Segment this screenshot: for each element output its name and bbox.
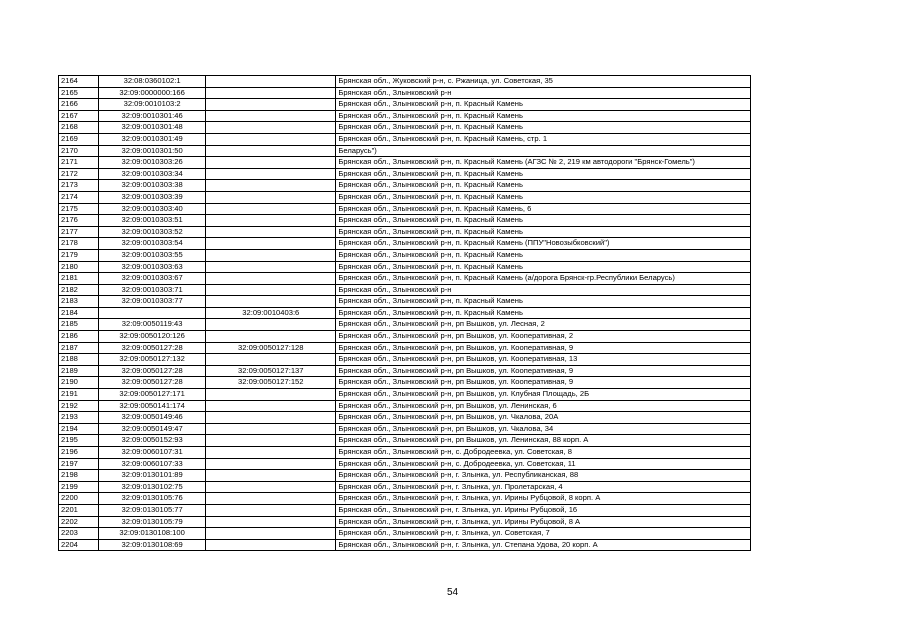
address-cell: Брянская обл., Злынковский р-н, рп Вышков, ул. Чкалова, 34 [336, 423, 751, 435]
linked-cadastral-number-cell [206, 261, 336, 273]
row-number-cell: 2199 [59, 481, 99, 493]
cadastral-number-cell: 32:09:0010303:38 [99, 180, 206, 192]
linked-cadastral-number-cell [206, 249, 336, 261]
linked-cadastral-number-cell [206, 435, 336, 447]
address-cell: Брянская обл., Злынковский р-н, рп Вышков, ул. Кооперативная, 9 [336, 377, 751, 389]
linked-cadastral-number-cell [206, 87, 336, 99]
table-row [59, 539, 751, 551]
address-cell: Брянская обл., Злынковский р-н, г. Злынка, ул. Ирины Рубцовой, 16 [336, 504, 751, 516]
cadastral-number-cell: 32:09:0050120:126 [99, 331, 206, 343]
row-number-cell: 2189 [59, 365, 99, 377]
table-row [59, 307, 751, 319]
address-cell: Брянская обл., Злынковский р-н, г. Злынка, ул. Степана Удова, 20 корп. А [336, 539, 751, 551]
cadastral-number-cell: 32:09:0010303:34 [99, 168, 206, 180]
linked-cadastral-number-cell [206, 284, 336, 296]
table-row [59, 122, 751, 134]
cadastral-number-cell: 32:09:0010303:54 [99, 238, 206, 250]
table-row [59, 435, 751, 447]
linked-cadastral-number-cell [206, 528, 336, 540]
row-number-cell: 2188 [59, 354, 99, 366]
row-number-cell: 2165 [59, 87, 99, 99]
row-number-cell: 2178 [59, 238, 99, 250]
cadastral-number-cell: 32:09:0000000:166 [99, 87, 206, 99]
cadastral-number-cell: 32:09:0050119:43 [99, 319, 206, 331]
linked-cadastral-number-cell [206, 354, 336, 366]
address-cell: Брянская обл., Злынковский р-н, п. Красный Камень [336, 99, 751, 111]
linked-cadastral-number-cell [206, 400, 336, 412]
address-cell: Брянская обл., Злынковский р-н, с. Добродеевка, ул. Советская, 11 [336, 458, 751, 470]
row-number-cell: 2166 [59, 99, 99, 111]
row-number-cell: 2194 [59, 423, 99, 435]
table-row [59, 377, 751, 389]
table-row [59, 458, 751, 470]
linked-cadastral-number-cell [206, 122, 336, 134]
linked-cadastral-number-cell [206, 481, 336, 493]
row-number-cell: 2204 [59, 539, 99, 551]
table-row [59, 145, 751, 157]
address-cell: Брянская обл., Жуковский р-н, с. Ржаница, ул. Советская, 35 [336, 76, 751, 88]
row-number-cell: 2180 [59, 261, 99, 273]
table-row [59, 133, 751, 145]
table-row [59, 447, 751, 459]
table-row [59, 249, 751, 261]
table-body [59, 76, 751, 551]
address-cell: Брянская обл., Злынковский р-н, рп Вышков, ул. Кооперативная, 13 [336, 354, 751, 366]
cadastral-number-cell: 32:09:0010303:77 [99, 296, 206, 308]
row-number-cell: 2184 [59, 307, 99, 319]
cadastral-number-cell: 32:09:0010303:67 [99, 273, 206, 285]
cadastral-number-cell: 32:09:0010301:48 [99, 122, 206, 134]
row-number-cell: 2174 [59, 191, 99, 203]
row-number-cell: 2167 [59, 110, 99, 122]
cadastral-number-cell: 32:09:0010301:50 [99, 145, 206, 157]
cadastral-number-cell: 32:09:0130108:69 [99, 539, 206, 551]
row-number-cell: 2181 [59, 273, 99, 285]
linked-cadastral-number-cell [206, 76, 336, 88]
linked-cadastral-number-cell [206, 238, 336, 250]
linked-cadastral-number-cell: 32:09:0010403:6 [206, 307, 336, 319]
table-row [59, 516, 751, 528]
address-cell: Брянская обл., Злынковский р-н, п. Красный Камень [336, 226, 751, 238]
address-cell: Брянская обл., Злынковский р-н, г. Злынка, ул. Ирины Рубцовой, 8 А [336, 516, 751, 528]
address-cell: Брянская обл., Злынковский р-н, п. Красный Камень [336, 249, 751, 261]
linked-cadastral-number-cell: 32:09:0050127:137 [206, 365, 336, 377]
linked-cadastral-number-cell [206, 145, 336, 157]
row-number-cell: 2201 [59, 504, 99, 516]
row-number-cell: 2202 [59, 516, 99, 528]
linked-cadastral-number-cell [206, 191, 336, 203]
address-cell: Брянская обл., Злынковский р-н [336, 284, 751, 296]
cadastral-number-cell [99, 307, 206, 319]
cadastral-number-cell: 32:09:0130108:100 [99, 528, 206, 540]
address-cell: Брянская обл., Злынковский р-н, рп Вышков, ул. Кооперативная, 9 [336, 342, 751, 354]
address-cell: Брянская обл., Злынковский р-н, п. Красный Камень [336, 307, 751, 319]
address-cell: Брянская обл., Злынковский р-н, рп Вышков, ул. Кооперативная, 9 [336, 365, 751, 377]
table-row [59, 157, 751, 169]
row-number-cell: 2172 [59, 168, 99, 180]
table-row [59, 481, 751, 493]
row-number-cell: 2170 [59, 145, 99, 157]
cadastral-number-cell: 32:09:0010303:40 [99, 203, 206, 215]
linked-cadastral-number-cell [206, 458, 336, 470]
table-row [59, 215, 751, 227]
table-row [59, 423, 751, 435]
table-row [59, 191, 751, 203]
address-cell: Брянская обл., Злынковский р-н, п. Красный Камень, 6 [336, 203, 751, 215]
linked-cadastral-number-cell [206, 331, 336, 343]
linked-cadastral-number-cell: 32:09:0050127:128 [206, 342, 336, 354]
table-row [59, 110, 751, 122]
address-cell: Брянская обл., Злынковский р-н, г. Злынка, ул. Пролетарская, 4 [336, 481, 751, 493]
row-number-cell: 2200 [59, 493, 99, 505]
table-row [59, 76, 751, 88]
cadastral-table [58, 75, 751, 551]
table-row [59, 226, 751, 238]
address-cell: Брянская обл., Злынковский р-н, рп Вышков, ул. Кооперативная, 2 [336, 331, 751, 343]
linked-cadastral-number-cell [206, 133, 336, 145]
address-cell: Брянская обл., Злынковский р-н, п. Красный Камень (ППУ"Новозыбковский") [336, 238, 751, 250]
row-number-cell: 2179 [59, 249, 99, 261]
address-cell: Брянская обл., Злынковский р-н, п. Красный Камень [336, 122, 751, 134]
table-row [59, 493, 751, 505]
linked-cadastral-number-cell [206, 389, 336, 401]
table-row [59, 238, 751, 250]
linked-cadastral-number-cell [206, 412, 336, 424]
linked-cadastral-number-cell [206, 539, 336, 551]
cadastral-number-cell: 32:09:0010103:2 [99, 99, 206, 111]
table-row [59, 261, 751, 273]
table-row [59, 99, 751, 111]
linked-cadastral-number-cell [206, 157, 336, 169]
table-row [59, 342, 751, 354]
linked-cadastral-number-cell [206, 168, 336, 180]
table-row [59, 284, 751, 296]
linked-cadastral-number-cell [206, 273, 336, 285]
row-number-cell: 2197 [59, 458, 99, 470]
linked-cadastral-number-cell [206, 516, 336, 528]
row-number-cell: 2186 [59, 331, 99, 343]
address-cell: Брянская обл., Злынковский р-н, рп Вышков, ул. Ленинская, 88 корп. А [336, 435, 751, 447]
cadastral-number-cell: 32:09:0010303:26 [99, 157, 206, 169]
row-number-cell: 2196 [59, 447, 99, 459]
cadastral-number-cell: 32:09:0130101:89 [99, 470, 206, 482]
table-row [59, 365, 751, 377]
row-number-cell: 2175 [59, 203, 99, 215]
address-cell: Брянская обл., Злынковский р-н, п. Красный Камень [336, 296, 751, 308]
cadastral-number-cell: 32:09:0010303:63 [99, 261, 206, 273]
address-cell: Брянская обл., Злынковский р-н [336, 87, 751, 99]
cadastral-number-cell: 32:09:0050127:132 [99, 354, 206, 366]
linked-cadastral-number-cell [206, 215, 336, 227]
linked-cadastral-number-cell [206, 319, 336, 331]
table-row [59, 331, 751, 343]
table-row [59, 168, 751, 180]
table-row [59, 319, 751, 331]
address-cell: Брянская обл., Злынковский р-н, п. Красный Камень (АГЗС № 2, 219 км автодороги "Брянск-Гомель") [336, 157, 751, 169]
cadastral-number-cell: 32:09:0050127:171 [99, 389, 206, 401]
row-number-cell: 2164 [59, 76, 99, 88]
row-number-cell: 2190 [59, 377, 99, 389]
cadastral-number-cell: 32:09:0010303:71 [99, 284, 206, 296]
address-cell: Брянская обл., Злынковский р-н, рп Вышков, ул. Ленинская, 6 [336, 400, 751, 412]
address-cell: Брянская обл., Злынковский р-н, рп Вышков, ул. Чкалова, 20А [336, 412, 751, 424]
table-row [59, 528, 751, 540]
row-number-cell: 2182 [59, 284, 99, 296]
cadastral-number-cell: 32:09:0050127:28 [99, 365, 206, 377]
row-number-cell: 2198 [59, 470, 99, 482]
cadastral-number-cell: 32:09:0010303:52 [99, 226, 206, 238]
address-cell: Брянская обл., Злынковский р-н, г. Злынка, ул. Республиканская, 88 [336, 470, 751, 482]
cadastral-number-cell: 32:09:0050149:46 [99, 412, 206, 424]
cadastral-number-cell: 32:09:0010303:55 [99, 249, 206, 261]
address-cell: Брянская обл., Злынковский р-н, п. Красный Камень (а/дорога Брянск-гр.Республики Беларусь) [336, 273, 751, 285]
address-cell: Брянская обл., Злынковский р-н, п. Красный Камень [336, 215, 751, 227]
address-cell: Брянская обл., Злынковский р-н, рп Вышков, ул. Клубная Площадь, 2Б [336, 389, 751, 401]
row-number-cell: 2171 [59, 157, 99, 169]
cadastral-number-cell: 32:09:0050149:47 [99, 423, 206, 435]
table-row [59, 470, 751, 482]
row-number-cell: 2192 [59, 400, 99, 412]
linked-cadastral-number-cell [206, 296, 336, 308]
address-cell: Брянская обл., Злынковский р-н, п. Красный Камень [336, 110, 751, 122]
linked-cadastral-number-cell [206, 203, 336, 215]
table-row [59, 412, 751, 424]
linked-cadastral-number-cell [206, 110, 336, 122]
table-row [59, 389, 751, 401]
linked-cadastral-number-cell [206, 493, 336, 505]
cadastral-number-cell: 32:09:0010303:51 [99, 215, 206, 227]
address-cell: Брянская обл., Злынковский р-н, п. Красный Камень [336, 261, 751, 273]
table-row [59, 296, 751, 308]
row-number-cell: 2176 [59, 215, 99, 227]
row-number-cell: 2169 [59, 133, 99, 145]
row-number-cell: 2195 [59, 435, 99, 447]
cadastral-number-cell: 32:09:0130102:75 [99, 481, 206, 493]
cadastral-number-cell: 32:09:0130105:76 [99, 493, 206, 505]
table-row [59, 180, 751, 192]
linked-cadastral-number-cell [206, 423, 336, 435]
cadastral-number-cell: 32:09:0010301:49 [99, 133, 206, 145]
linked-cadastral-number-cell [206, 180, 336, 192]
row-number-cell: 2168 [59, 122, 99, 134]
address-cell: Брянская обл., Злынковский р-н, г. Злынка, ул. Советская, 7 [336, 528, 751, 540]
cadastral-number-cell: 32:09:0130105:77 [99, 504, 206, 516]
cadastral-number-cell: 32:09:0050141:174 [99, 400, 206, 412]
row-number-cell: 2193 [59, 412, 99, 424]
row-number-cell: 2173 [59, 180, 99, 192]
cadastral-number-cell: 32:09:0010303:39 [99, 191, 206, 203]
row-number-cell: 2203 [59, 528, 99, 540]
table-row [59, 400, 751, 412]
cadastral-number-cell: 32:09:0060107:31 [99, 447, 206, 459]
row-number-cell: 2187 [59, 342, 99, 354]
linked-cadastral-number-cell [206, 99, 336, 111]
cadastral-number-cell: 32:09:0050152:93 [99, 435, 206, 447]
address-cell: Брянская обл., Злынковский р-н, п. Красный Камень, стр. 1 [336, 133, 751, 145]
row-number-cell: 2191 [59, 389, 99, 401]
linked-cadastral-number-cell [206, 504, 336, 516]
address-cell: Брянская обл., Злынковский р-н, п. Красный Камень [336, 168, 751, 180]
linked-cadastral-number-cell [206, 226, 336, 238]
row-number-cell: 2185 [59, 319, 99, 331]
cadastral-number-cell: 32:09:0050127:28 [99, 342, 206, 354]
linked-cadastral-number-cell [206, 447, 336, 459]
cadastral-number-cell: 32:09:0050127:28 [99, 377, 206, 389]
address-cell: Брянская обл., Злынковский р-н, п. Красный Камень [336, 191, 751, 203]
row-number-cell: 2177 [59, 226, 99, 238]
address-cell: Брянская обл., Злынковский р-н, рп Вышков, ул. Лесная, 2 [336, 319, 751, 331]
table-row [59, 354, 751, 366]
address-cell: Брянская обл., Злынковский р-н, с. Добродеевка, ул. Советская, 8 [336, 447, 751, 459]
cadastral-number-cell: 32:09:0010301:46 [99, 110, 206, 122]
linked-cadastral-number-cell [206, 470, 336, 482]
table-row [59, 87, 751, 99]
table-row [59, 504, 751, 516]
cadastral-number-cell: 32:09:0130105:79 [99, 516, 206, 528]
page-number: 54 [446, 587, 459, 598]
address-cell: Брянская обл., Злынковский р-н, г. Злынка, ул. Ирины Рубцовой, 8 корп. А [336, 493, 751, 505]
table-row [59, 203, 751, 215]
address-cell: Брянская обл., Злынковский р-н, п. Красный Камень [336, 180, 751, 192]
cadastral-number-cell: 32:09:0060107:33 [99, 458, 206, 470]
cadastral-number-cell: 32:08:0360102:1 [99, 76, 206, 88]
linked-cadastral-number-cell: 32:09:0050127:152 [206, 377, 336, 389]
row-number-cell: 2183 [59, 296, 99, 308]
table-row [59, 273, 751, 285]
address-cell: Беларусь") [336, 145, 751, 157]
